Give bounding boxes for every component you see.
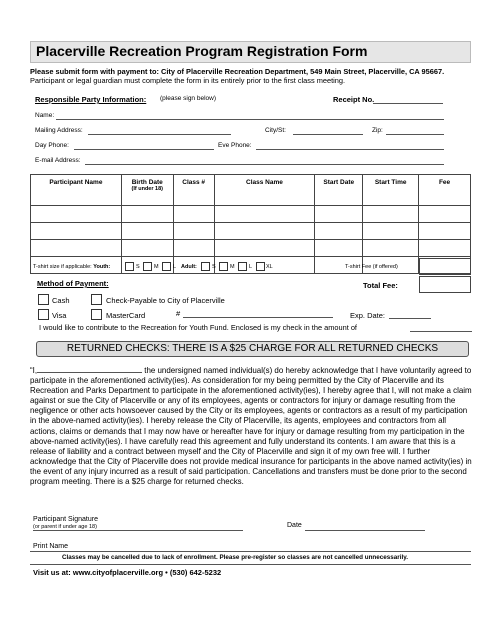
- card-number-field[interactable]: [183, 317, 333, 318]
- name-label: Name:: [35, 112, 55, 119]
- col-birth-date: [121, 175, 173, 206]
- cash-checkbox[interactable]: [38, 294, 49, 305]
- adult-m-checkbox[interactable]: [219, 262, 228, 271]
- day-phone-field[interactable]: [74, 149, 214, 150]
- eve-phone-field[interactable]: [256, 149, 444, 150]
- city-field[interactable]: [293, 134, 363, 135]
- youth-s-label: S: [136, 264, 140, 270]
- card-number-label: #: [176, 309, 181, 318]
- table-cell[interactable]: [173, 206, 214, 223]
- intro-bold: Please submit form with payment to: City of Placerville Recreation Department, 549 Main Street, Placerville, CA 95667.: [30, 67, 445, 76]
- col-class-name: Class Name: [214, 175, 315, 206]
- signature-sub: (or parent if under age 18): [33, 524, 97, 530]
- table-cell[interactable]: [214, 223, 315, 240]
- youth-m-label: M: [154, 264, 159, 270]
- table-cell[interactable]: [31, 206, 122, 223]
- waiver-open: “I,: [30, 366, 38, 375]
- col-class-number: Class #: [173, 175, 214, 206]
- day-phone-label: Day Phone:: [35, 142, 69, 149]
- table-cell[interactable]: [363, 223, 419, 240]
- youth-l-checkbox[interactable]: [162, 262, 171, 271]
- date-field[interactable]: [305, 530, 425, 531]
- table-row[interactable]: [31, 206, 471, 223]
- table-row[interactable]: [31, 223, 471, 240]
- col-participant-name: Participant Name: [31, 175, 122, 206]
- exp-date-label: Exp. Date:: [350, 311, 386, 320]
- receipt-field[interactable]: [373, 103, 443, 104]
- total-fee-label: Total Fee:: [363, 281, 398, 290]
- youth-s-checkbox[interactable]: [125, 262, 134, 271]
- form-title: Placerville Recreation Program Registration Form: [36, 43, 368, 59]
- footer-website: Visit us at: www.cityofplacerville.org: [33, 568, 164, 577]
- print-name-label: Print Name: [33, 543, 69, 550]
- signature-label: Participant Signature: [33, 516, 98, 523]
- mailing-field[interactable]: [88, 134, 231, 135]
- adult-s-label: S: [212, 264, 216, 270]
- participant-table: [30, 174, 471, 274]
- cash-label: Cash: [52, 296, 70, 305]
- table-cell[interactable]: [173, 223, 214, 240]
- table-header-row: [31, 175, 471, 206]
- adult-xl-checkbox[interactable]: [256, 262, 265, 271]
- tshirt-youth-label: Youth:: [93, 264, 111, 270]
- zip-label: Zip:: [372, 127, 383, 134]
- table-cell[interactable]: [315, 206, 363, 223]
- col-birth-date-sub: (If under 18): [131, 186, 163, 192]
- tshirt-adult-label: Adult:: [181, 264, 197, 270]
- waiver-body: the undersigned named individual(s) do hereby acknowledge that I have voluntarily agreed to participate in the aforementioned activity(ies). As consideration for my being permitted by the City of Placerville and its Recreation and Parks Department to participate in the aforementioned activity(ies), I hereby agree that I, will not make a claim against or sue the City of Placerville or any of its employees, agents or contractors for injury or damage resulting from the negligence or other acts howsoever caused by the City or its employees, agents or contractors as a result of my participation in the above-named activity(ies). I hereby release the City of Placerville, its agents, employees and contractors from all actions, claims or demands that I may now have or hereafter have for injury or damage resulting from my participation in the above-named activity(ies). I have carefully read this agreement and fully understand its contents. I am aware that this is a release of liability and a contract between myself and the City of Placerville and sign it of my own free will. I further acknowledge that the City of Placerville does not provide medical insurance for participants in the above named activity(ies) in the event of any injury incurred as a result of said participation. Cancellations and transfers must be done prior to the second program meeting. There is a $25 charge for returned checks.: [30, 366, 472, 487]
- adult-xl-label: XL: [266, 264, 273, 270]
- col-birth-date-label: Birth Date: [131, 179, 163, 186]
- date-label: Date: [287, 522, 302, 529]
- footer-sep: •: [165, 568, 168, 577]
- mastercard-label: MasterCard: [106, 311, 146, 320]
- contribute-amount-field[interactable]: [410, 331, 472, 332]
- responsible-heading: Responsible Party Information:: [35, 95, 147, 104]
- youth-l-label: L: [173, 264, 177, 270]
- table-cell[interactable]: [31, 240, 122, 257]
- print-name-field[interactable]: [30, 551, 471, 552]
- total-fee-field[interactable]: [419, 276, 471, 293]
- tshirt-fee-field[interactable]: [419, 258, 471, 275]
- tshirt-fee-label: T-shirt Fee (if offered): [345, 264, 398, 270]
- col-start-date: Start Date: [315, 175, 363, 206]
- check-checkbox[interactable]: [91, 294, 102, 305]
- footer-divider: [30, 564, 471, 565]
- contribute-label: I would like to contribute to the Recreation for Youth Fund. Enclosed is my check in the amount of: [39, 323, 357, 332]
- table-cell[interactable]: [315, 240, 363, 257]
- waiver-text: [30, 366, 472, 487]
- table-cell[interactable]: [419, 240, 471, 257]
- table-cell[interactable]: [214, 206, 315, 223]
- responsible-note: (please sign below): [160, 95, 217, 102]
- table-cell[interactable]: [363, 206, 419, 223]
- mailing-label: Mailing Address:: [35, 127, 83, 134]
- intro-text: [30, 67, 472, 86]
- name-field[interactable]: [56, 119, 444, 120]
- returned-checks-banner: RETURNED CHECKS: THERE IS A $25 CHARGE FOR ALL RETURNED CHECKS: [36, 341, 469, 357]
- table-cell[interactable]: [31, 223, 122, 240]
- table-cell[interactable]: [419, 206, 471, 223]
- table-cell[interactable]: [363, 240, 419, 257]
- form-title-box: [30, 41, 471, 63]
- intro-rest: Participant or legal guardian must complete the form in its entirely prior to the first class meeting.: [30, 76, 346, 86]
- footer-visit: [33, 568, 221, 577]
- adult-l-checkbox[interactable]: [238, 262, 247, 271]
- mastercard-checkbox[interactable]: [91, 309, 102, 320]
- adult-l-label: L: [249, 264, 253, 270]
- visa-checkbox[interactable]: [38, 309, 49, 320]
- table-cell[interactable]: [419, 223, 471, 240]
- receipt-label: Receipt No.: [333, 95, 375, 104]
- table-row[interactable]: [31, 240, 471, 257]
- check-label: Check-Payable to City of Placerville: [106, 296, 225, 305]
- table-cell[interactable]: [315, 223, 363, 240]
- eve-phone-label: Eve Phone:: [218, 142, 252, 149]
- adult-s-checkbox[interactable]: [201, 262, 210, 271]
- table-cell[interactable]: [121, 240, 173, 257]
- payment-heading: Method of Payment:: [37, 279, 109, 288]
- waiver-name-field[interactable]: [37, 371, 142, 373]
- tshirt-label-text: T-shirt size if applicable:: [33, 264, 92, 270]
- table-cell[interactable]: [121, 223, 173, 240]
- cancel-note: Classes may be cancelled due to lack of enrollment. Please pre-register so classes are not cancelled unnecessarily.: [62, 554, 409, 561]
- footer-phone: (530) 642-5232: [169, 568, 222, 577]
- table-cell[interactable]: [214, 240, 315, 257]
- table-cell[interactable]: [173, 240, 214, 257]
- adult-m-label: M: [230, 264, 235, 270]
- col-fee: Fee: [419, 175, 471, 206]
- visa-label: Visa: [52, 311, 67, 320]
- table-cell[interactable]: [121, 206, 173, 223]
- col-start-time: Start Time: [363, 175, 419, 206]
- city-label: City/St:: [265, 127, 286, 134]
- zip-field[interactable]: [386, 134, 444, 135]
- email-label: E-mail Address:: [35, 157, 81, 164]
- exp-date-field[interactable]: [389, 318, 431, 319]
- email-field[interactable]: [85, 164, 444, 165]
- signature-field[interactable]: [33, 530, 243, 531]
- youth-m-checkbox[interactable]: [143, 262, 152, 271]
- tshirt-label: [33, 264, 110, 270]
